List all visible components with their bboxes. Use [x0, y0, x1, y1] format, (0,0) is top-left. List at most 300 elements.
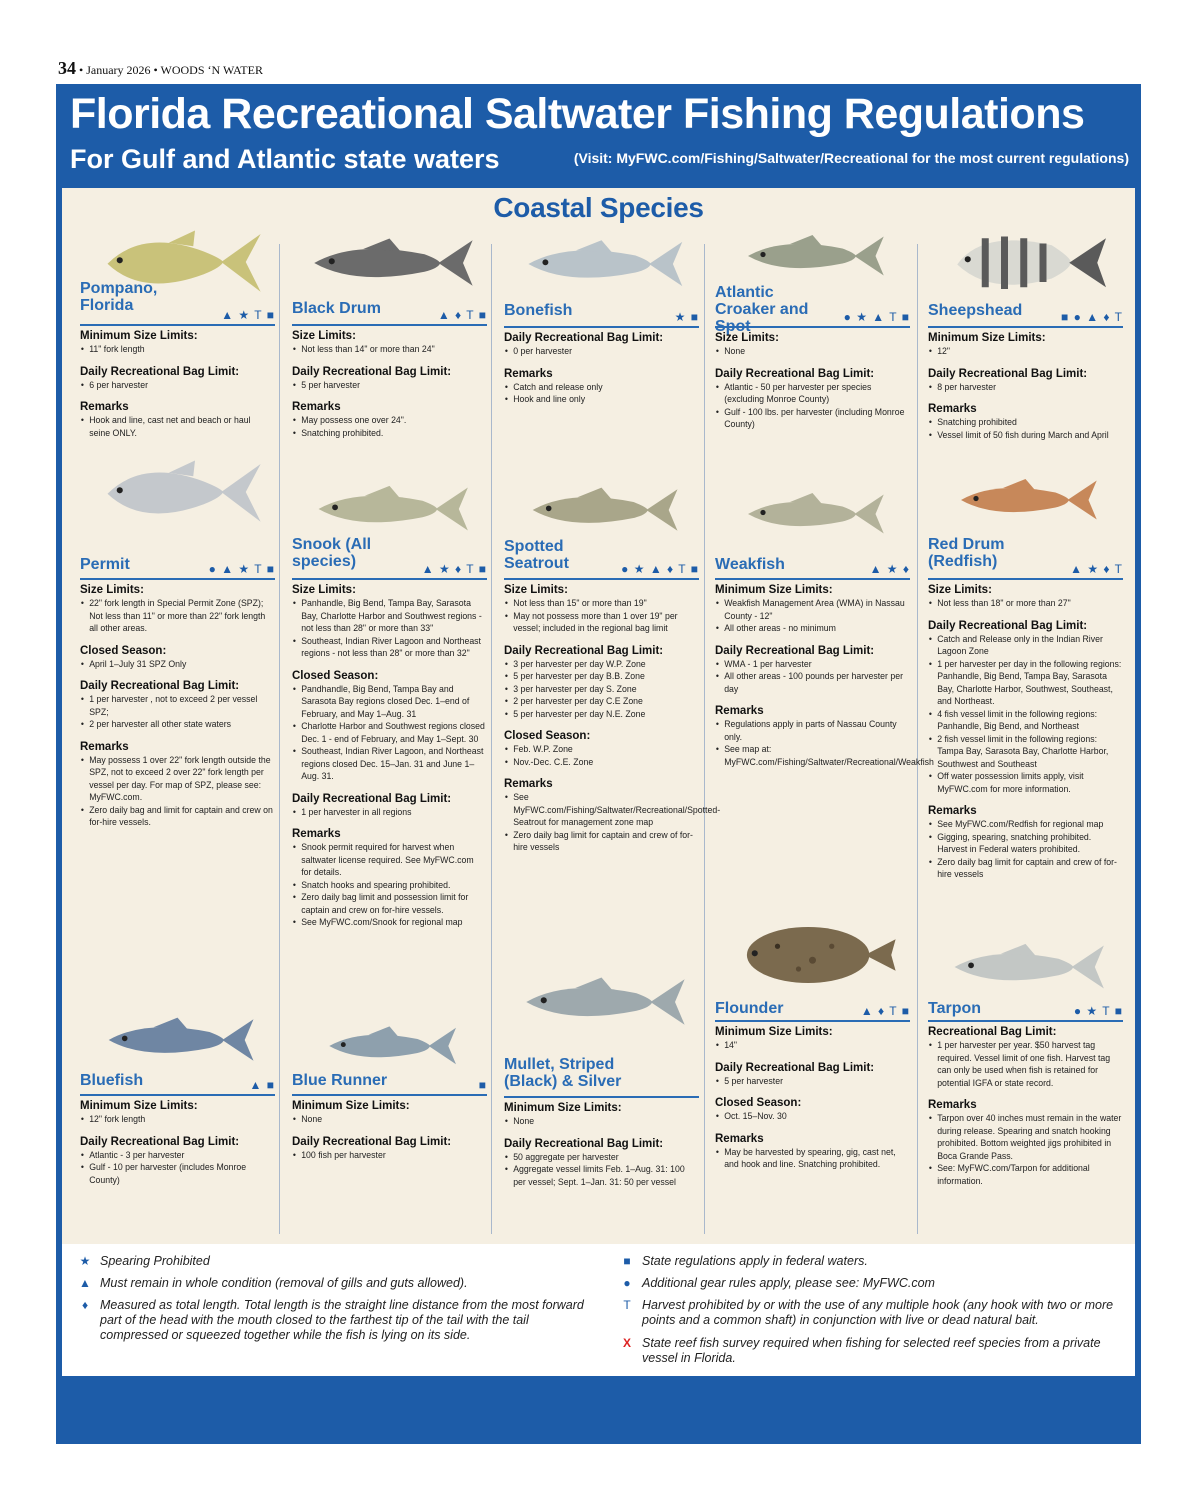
regulation-item: • May not possess more than 1 over 19" per vessel; included in the regional bag limit [504, 611, 698, 636]
species-underline [715, 578, 910, 580]
regulation-list [504, 1116, 699, 1129]
regulation-item: • 1 per harvester per year. $50 harvest tag required. Vessel limit of one fish. Harvest tag can only be used when fish is retained for potential IGFA or state record. [928, 1040, 1122, 1090]
species-underline [928, 326, 1123, 328]
species-name: Blue Runner [292, 1072, 388, 1089]
regulation-item: • 8 per harvester [928, 382, 1122, 395]
species-underline [80, 578, 275, 580]
species-details [80, 330, 275, 449]
section-heading: Size Limits: [80, 584, 144, 596]
regulation-section [928, 403, 1123, 442]
symbol-legend [62, 1244, 1135, 1376]
regulation-item: • 1 per harvester , not to exceed 2 per vessel SPZ; [80, 694, 274, 719]
regulation-list [292, 1114, 487, 1127]
regulation-item: • Zero daily bag limit and possession limit for captain and crew on for-hire vessels. [292, 892, 486, 917]
section-heading: Daily Recreational Bag Limit: [928, 367, 1088, 380]
regulation-list [928, 819, 1123, 882]
legend-text: Spearing Prohibited [100, 1254, 210, 1268]
species-name: Black Drum [292, 300, 381, 317]
section-heading: Remarks [292, 401, 341, 413]
fish-illustration [725, 484, 900, 549]
species-name: Weakfish [715, 556, 785, 573]
regulation-item: • 0 per harvester [504, 346, 698, 359]
regulation-item: • 5 per harvester per day B.B. Zone [504, 671, 698, 684]
regulation-item: • Southeast, Indian River Lagoon and Northeast regions - not less than 28" or more than 32" [292, 636, 486, 661]
regulation-item: • Nov.-Dec. C.E. Zone [504, 757, 698, 770]
legend-text: State reef fish survey required when fishing for selected reef species from a private vessel in Florida. [642, 1336, 1101, 1365]
regulation-section [80, 366, 275, 393]
visit-note: (Visit: MyFWC.com/Fishing/Saltwater/Recreational for the most current regulations) [573, 150, 1129, 166]
species-underline [504, 1096, 699, 1098]
legend-entry [76, 1276, 596, 1291]
section-heading: Daily Recreational Bag Limit: [80, 680, 240, 692]
regulation-item: • See: MyFWC.com/Tarpon for additional information. [928, 1163, 1122, 1188]
section-heading: Remarks [928, 805, 977, 817]
regulation-section [504, 368, 699, 407]
regulation-item: • Hook and line only [504, 394, 698, 407]
regulation-list [80, 598, 275, 636]
section-heading: Remarks [715, 1132, 764, 1145]
section-heading: Remarks [292, 828, 341, 840]
regulation-list [504, 744, 699, 769]
regulation-item: • 2 per harvester per day C.E Zone [504, 696, 698, 709]
regulation-item: • Panhandle, Big Bend, Tampa Bay, Sarasota Bay, Charlotte Harbor and Southwest regions - not less than 28" or more than 33" [292, 598, 486, 636]
regulation-item: • See map at: MyFWC.com/Fishing/Saltwater/Recreational/Weakfish [715, 744, 909, 769]
regulation-section [80, 1136, 275, 1188]
regulation-section [80, 741, 275, 830]
regulation-item: • 14" [715, 1040, 909, 1053]
regulation-item: • Gulf - 100 lbs. per harvester (including Monroe County) [715, 407, 909, 432]
species-name: Bluefish [80, 1072, 144, 1089]
regulation-item: • 2 per harvester all other state waters [80, 719, 274, 732]
regulation-section [715, 332, 910, 359]
regulation-symbols: ▲ ■ [249, 1078, 275, 1092]
regulation-item: • Not less than 15" or more than 19" [504, 598, 698, 611]
section-heading: Daily Recreational Bag Limit: [504, 1137, 664, 1150]
regulation-section [292, 584, 487, 661]
regulation-item: • 100 fish per harvester [292, 1150, 486, 1163]
species-details [504, 1102, 699, 1198]
regulation-section [504, 730, 699, 769]
regulation-item: • 2 fish vessel limit in the following regions: Tampa Bay, Sarasota Bay, Charlotte Harbor, Southwest and Southeast [928, 734, 1122, 772]
section-heading: Size Limits: [292, 584, 356, 596]
section-heading: Daily Recreational Bag Limit: [715, 644, 875, 657]
regulation-list [80, 415, 275, 440]
section-heading: Remarks [504, 367, 553, 380]
regulation-section [292, 366, 487, 393]
section-heading: Daily Recreational Bag Limit: [504, 644, 664, 657]
section-heading: Daily Recreational Bag Limit: [715, 1061, 875, 1074]
regulation-item: • Pandhandle, Big Bend, Tampa Bay and Sarasota Bay regions closed Dec. 1–end of February, and May 1–Aug. 31 [292, 684, 486, 722]
regulation-section [80, 584, 275, 636]
species-underline [504, 326, 699, 328]
regulation-section [715, 368, 910, 432]
regulation-item: • Snook permit required for harvest when saltwater license required. See MyFWC.com for details. [292, 842, 486, 880]
regulation-section [928, 584, 1123, 611]
regulation-item: • May possess one over 24". [292, 415, 486, 428]
fish-illustration [302, 1018, 477, 1079]
regulation-list [715, 1076, 910, 1089]
regulation-symbols: ▲ ★ ♦ T ■ [421, 562, 487, 576]
regulation-item: • 5 per harvester [292, 380, 486, 393]
section-heading: Minimum Size Limits: [80, 1100, 198, 1112]
fish-illustration [514, 230, 689, 303]
species-name: Permit [80, 556, 130, 573]
legend-symbol-icon: X [622, 1336, 631, 1350]
species-details [80, 1100, 275, 1196]
regulation-item: • Vessel limit of 50 fish during March and April [928, 430, 1122, 443]
species-name: Sheepshead [928, 302, 1023, 319]
regulation-section [292, 828, 487, 930]
legend-text: Additional gear rules apply, please see: MyFWC.com [642, 1276, 935, 1290]
regulation-item: • 4 fish vessel limit in the following regions: Panhandle, Big Bend, and Northeast [928, 709, 1122, 734]
regulation-item: • Gigging, spearing, snatching prohibited. Harvest in Federal waters prohibited. [928, 832, 1122, 857]
legend-entry [618, 1254, 1138, 1269]
section-heading: Size Limits: [928, 584, 992, 596]
regulation-section [504, 332, 699, 359]
species-name: Snook (All species) [292, 536, 372, 570]
regulation-item: • 5 per harvester per day N.E. Zone [504, 709, 698, 722]
fish-illustration [90, 1008, 265, 1077]
regulation-item: • None [292, 1114, 486, 1127]
species-details [715, 332, 910, 441]
regulation-section [504, 1102, 699, 1129]
regulation-item: • Zero daily bag limit for captain and crew of for-hire vessels [928, 857, 1122, 882]
species-name: Tarpon [928, 1000, 982, 1017]
species-underline [80, 324, 275, 326]
regulation-list [292, 415, 487, 440]
page-header [58, 58, 263, 79]
regulation-item: • Catch and Release only in the Indian River Lagoon Zone [928, 634, 1122, 659]
regulation-list [292, 598, 487, 661]
regulation-list [715, 382, 910, 432]
regulation-item: • 1 per harvester per day in the following regions: Panhandle, Big Bend, Tampa Bay, Sarasota Bay, Charlotte Harbor, Southwest, Southeast, and Northeast. [928, 659, 1122, 709]
regulation-section [928, 1099, 1123, 1188]
species-underline [715, 326, 910, 328]
regulation-section [292, 1136, 487, 1163]
regulation-item: • Aggregate vessel limits Feb. 1–Aug. 31: 100 per vessel; Sept. 1–Jan. 31: 50 per vessel [504, 1164, 698, 1189]
legend-entry [76, 1254, 596, 1269]
regulation-item: • Catch and release only [504, 382, 698, 395]
regulation-list [80, 380, 275, 393]
section-heading: Daily Recreational Bag Limit: [504, 332, 664, 344]
regulation-list [292, 380, 487, 393]
species-underline [715, 1020, 910, 1022]
legend-symbol-icon: ● [623, 1276, 631, 1290]
regulation-item: • Atlantic - 50 per harvester per species (excluding Monroe County) [715, 382, 909, 407]
regulation-section [80, 645, 275, 672]
regulation-section [928, 805, 1123, 882]
species-details [928, 584, 1123, 891]
regulation-item: • Hook and line, cast net and beach or haul seine ONLY. [80, 415, 274, 440]
regulation-symbols: ★ ■ [674, 310, 699, 324]
section-heading: Remarks [928, 403, 977, 415]
fish-illustration [938, 934, 1113, 1005]
regulation-item: • Not less than 14" or more than 24" [292, 344, 486, 357]
regulation-item: • 12" fork length [80, 1114, 274, 1127]
regulation-list [292, 807, 487, 820]
regulation-list [715, 346, 910, 359]
regulation-item: • Snatch hooks and spearing prohibited. [292, 880, 486, 893]
legend-entry [618, 1336, 1138, 1366]
regulation-item: • 50 aggregate per harvester [504, 1152, 698, 1165]
section-heading: Size Limits: [504, 584, 568, 596]
species-details [80, 584, 275, 839]
regulation-list [928, 1113, 1123, 1188]
species-underline [928, 578, 1123, 580]
legend-symbol-icon: ★ [79, 1254, 91, 1268]
regulation-list [80, 1150, 275, 1188]
page-title: Florida Recreational Saltwater Fishing Regulations [70, 90, 1085, 138]
regulation-section [292, 793, 487, 820]
regulation-list [80, 659, 275, 672]
regulation-section [504, 645, 699, 722]
regulation-list [292, 842, 487, 930]
legend-symbol-icon: ■ [623, 1254, 631, 1268]
section-heading: Daily Recreational Bag Limit: [80, 1135, 240, 1148]
species-details [292, 330, 487, 449]
regulation-section [928, 332, 1123, 359]
regulation-item: • May possess 1 over 22" fork length outside the SPZ, not to exceed 2 over 22" fork length per vessel per day. For map of SPZ, please see: MyFWC.com. [80, 755, 274, 805]
regulation-item: • Gulf - 10 per harvester (includes Monroe County) [80, 1162, 274, 1187]
regulation-item: • May be harvested by spearing, gig, cast net, and hook and line. Snatching prohibited. [715, 1147, 909, 1172]
regulation-list [928, 634, 1123, 797]
section-heading: Closed Season: [504, 730, 591, 742]
regulation-section [292, 670, 487, 784]
column-divider [704, 244, 705, 1234]
regulation-item: • 22" fork length in Special Permit Zone (SPZ); Not less than 11" or more than 22" fork length all other areas. [80, 598, 274, 636]
legend-text: Measured as total length. Total length is the straight line distance from the most forward part of the head with the mouth closed to the farthest tip of the tail with the tail compressed or squeezed together while the fish is lying on its side. [100, 1298, 584, 1342]
fish-illustration [725, 914, 900, 1001]
regulation-item: • Not less than 18" or more than 27" [928, 598, 1122, 611]
regulation-item: • Southeast, Indian River Lagoon, and Northeast regions closed Dec. 15–Jan. 31 and June 1–Aug. 31. [292, 746, 486, 784]
species-underline [292, 1094, 487, 1096]
regulation-list [715, 1111, 910, 1124]
species-details [715, 584, 934, 778]
regulation-symbols: ▲ ★ T ■ [221, 308, 275, 322]
regulation-item: • Off water possession limits apply, visit MyFWC.com for more information. [928, 771, 1122, 796]
fish-illustration [938, 226, 1113, 301]
regulation-section [928, 368, 1123, 395]
species-underline [928, 1020, 1123, 1022]
species-panel [62, 188, 1135, 1244]
regulation-item: • All other areas - no minimum [715, 623, 909, 636]
column-divider [917, 244, 918, 1234]
regulation-item: • Atlantic - 3 per harvester [80, 1150, 274, 1163]
regulation-symbols: ▲ ★ ♦ T [1070, 562, 1123, 576]
section-heading: Daily Recreational Bag Limit: [80, 365, 240, 378]
regulation-symbols: ▲ ★ ♦ [869, 562, 910, 576]
regulation-item: • 3 per harvester per day S. Zone [504, 684, 698, 697]
regulation-list [292, 344, 487, 357]
regulation-list [504, 382, 699, 407]
column-divider [279, 244, 280, 1234]
regulation-item: • Feb. W.P. Zone [504, 744, 698, 757]
species-underline [80, 1094, 275, 1096]
fish-illustration [302, 228, 477, 303]
regulation-item: • None [504, 1116, 698, 1129]
legend-entry [76, 1298, 596, 1343]
species-name: Red Drum (Redfish) [928, 536, 1005, 570]
regulation-list [928, 382, 1123, 395]
regulation-section [80, 330, 275, 357]
regulation-list [292, 1150, 487, 1163]
regulation-section [292, 401, 487, 440]
species-details [928, 1026, 1123, 1197]
section-heading: Closed Season: [80, 644, 167, 657]
regulation-item: • None [715, 346, 909, 359]
section-heading: Daily Recreational Bag Limit: [292, 365, 452, 378]
fish-illustration [938, 470, 1113, 535]
regulation-item: • See MyFWC.com/Snook for regional map [292, 917, 486, 930]
legend-text: Harvest prohibited by or with the use of any multiple hook (any hook with two or more points and a common shaft) in conjunction with live or dead natural bait. [642, 1298, 1114, 1327]
regulation-section [504, 778, 721, 855]
section-heading: Minimum Size Limits: [928, 332, 1046, 344]
regulation-section [715, 1062, 910, 1089]
regulation-item: • Snatching prohibited. [292, 428, 486, 441]
section-heading: Closed Season: [715, 1097, 802, 1109]
regulation-item: • All other areas - 100 pounds per harvester per day [715, 671, 909, 696]
regulation-list [504, 659, 699, 722]
regulation-item: • 3 per harvester per day W.P. Zone [504, 659, 698, 672]
publication-line: • January 2026 • WOODS ‘N WATER [79, 63, 263, 77]
regulation-symbols: ● ▲ ★ T ■ [208, 562, 275, 576]
regulation-list [715, 598, 910, 636]
section-heading: Remarks [504, 778, 553, 790]
regulation-item: • WMA - 1 per harvester [715, 659, 909, 672]
section-heading: Closed Season: [292, 669, 379, 682]
regulation-section [504, 1138, 699, 1190]
species-details [504, 584, 721, 864]
regulation-item: • Tarpon over 40 inches must remain in the water during release. Spearing and snatch hooking prohibited. Bottom weighted jigs prohibited in Boca Grande Pass. [928, 1113, 1122, 1163]
regulation-list [504, 792, 721, 855]
regulation-list [715, 659, 910, 697]
regulation-item: • Zero daily bag limit for captain and crew of for-hire vessels [504, 830, 698, 855]
regulation-section [80, 680, 275, 732]
regulation-symbols: ■ [478, 1078, 487, 1092]
regulation-symbols: ▲ ♦ T ■ [437, 308, 487, 322]
section-heading: Daily Recreational Bag Limit: [928, 619, 1088, 632]
regulation-item: • Oct. 15–Nov. 30 [715, 1111, 909, 1124]
species-underline [504, 578, 699, 580]
regulation-item: • 6 per harvester [80, 380, 274, 393]
legend-entry [618, 1276, 1138, 1291]
legend-symbol-icon: ♦ [81, 1298, 89, 1312]
section-heading: Daily Recreational Bag Limit: [292, 792, 452, 805]
section-heading: Remarks [715, 705, 764, 717]
regulation-list [928, 1040, 1123, 1090]
regulation-section [504, 584, 699, 636]
regulation-list [928, 598, 1123, 611]
column-divider [491, 244, 492, 1234]
regulation-item: • Zero daily bag and limit for captain and crew on for-hire vessels. [80, 805, 274, 830]
regulation-symbols: ● ★ T ■ [1073, 1004, 1123, 1018]
legend-text: State regulations apply in federal waters. [642, 1254, 868, 1268]
regulation-section [715, 645, 910, 697]
regulation-list [80, 344, 275, 357]
regulation-list [80, 1114, 275, 1127]
regulation-item: • See MyFWC.com/Redfish for regional map [928, 819, 1122, 832]
regulation-symbols: ● ★ ▲ ♦ T ■ [621, 562, 699, 576]
species-details [292, 584, 487, 939]
regulation-section [80, 1100, 275, 1127]
regulation-list [80, 694, 275, 732]
regulation-item: • Weakfish Management Area (WMA) in Nassau County - 12" [715, 598, 909, 623]
page-subtitle: For Gulf and Atlantic state waters [70, 144, 500, 174]
section-heading: Minimum Size Limits: [504, 1102, 622, 1114]
legend-entry [618, 1298, 1138, 1328]
regulation-section [715, 1097, 910, 1124]
regulation-list [715, 1040, 910, 1053]
page-number: 34 [58, 58, 76, 78]
fish-illustration [514, 948, 689, 1061]
fish-illustration [725, 226, 900, 291]
regulation-item: • 12" [928, 346, 1122, 359]
legend-text: Must remain in whole condition (removal of gills and guts allowed). [100, 1276, 468, 1290]
regulation-list [715, 1147, 910, 1172]
section-heading: Daily Recreational Bag Limit: [715, 367, 875, 380]
regulation-section [928, 1026, 1123, 1090]
regulation-item: • April 1–July 31 SPZ Only [80, 659, 274, 672]
regulation-item: • 11" fork length [80, 344, 274, 357]
legend-symbol-icon: ▲ [79, 1276, 91, 1290]
regulation-list [928, 346, 1123, 359]
regulation-item: • 5 per harvester [715, 1076, 909, 1089]
regulation-item: • 1 per harvester in all regions [292, 807, 486, 820]
section-heading: Minimum Size Limits: [292, 1100, 410, 1112]
section-heading: Remarks [928, 1099, 977, 1111]
species-name: Mullet, Striped (Black) & Silver [504, 1056, 622, 1090]
section-title: Coastal Species [493, 192, 704, 223]
regulation-list [715, 719, 934, 769]
section-heading: Minimum Size Limits: [715, 584, 833, 596]
regulation-item: • Charlotte Harbor and Southwest regions closed Dec. 1 - end of February, and May 1–Sept. 30 [292, 721, 486, 746]
species-name: Spotted Seatrout [504, 538, 569, 572]
section-heading: Size Limits: [292, 330, 356, 342]
regulations-frame [56, 84, 1141, 1444]
regulation-symbols: ▲ ♦ T ■ [860, 1004, 910, 1018]
species-name: Flounder [715, 1000, 784, 1017]
species-details [292, 1100, 487, 1171]
species-name: Pompano, Florida [80, 280, 158, 314]
regulation-section [80, 401, 275, 440]
regulation-list [80, 755, 275, 830]
species-name: Atlantic Croaker and Spot [715, 284, 809, 335]
regulation-list [928, 417, 1123, 442]
section-heading: Recreational Bag Limit: [928, 1026, 1057, 1038]
regulation-symbols: ■ ● ▲ ♦ T [1061, 310, 1123, 324]
species-details [504, 332, 699, 416]
regulation-symbols: ● ★ ▲ T ■ [843, 310, 910, 324]
regulation-section [715, 1026, 910, 1053]
species-name: Bonefish [504, 302, 573, 319]
regulation-item: • Regulations apply in parts of Nassau County only. [715, 719, 909, 744]
section-heading: Remarks [80, 740, 129, 753]
section-heading: Minimum Size Limits: [715, 1026, 833, 1038]
species-details [928, 332, 1123, 451]
regulation-item: • See MyFWC.com/Fishing/Saltwater/Recreational/Spotted-Seatrout for management zone map [504, 792, 698, 830]
regulation-section [292, 1100, 487, 1127]
regulation-list [504, 346, 699, 359]
regulation-list [504, 598, 699, 636]
regulation-section [715, 705, 934, 769]
legend-symbol-icon: T [623, 1298, 631, 1312]
species-underline [292, 578, 487, 580]
section-heading: Size Limits: [715, 332, 779, 344]
species-underline [292, 324, 487, 326]
regulation-section [292, 330, 487, 357]
fish-illustration [514, 478, 689, 547]
section-heading: Minimum Size Limits: [80, 330, 198, 342]
